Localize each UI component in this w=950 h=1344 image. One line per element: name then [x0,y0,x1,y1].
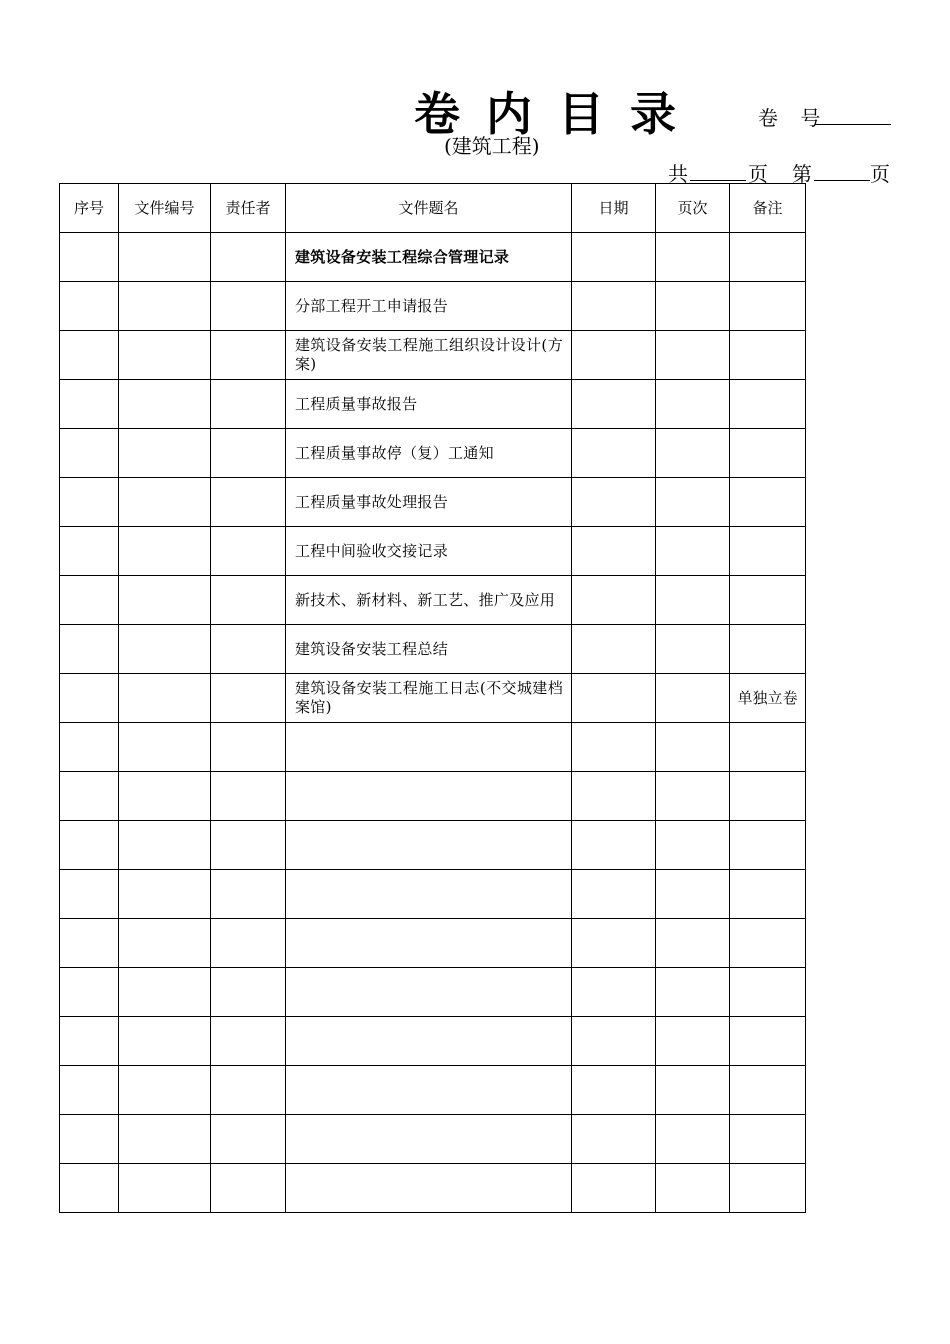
note-cell[interactable] [730,1017,806,1066]
index-cell[interactable] [60,380,119,429]
title-cell[interactable] [286,870,572,919]
responsible-cell[interactable] [211,772,286,821]
date-cell[interactable] [572,1066,656,1115]
page-cell[interactable] [656,772,730,821]
note-cell[interactable] [730,919,806,968]
date-cell[interactable] [572,723,656,772]
table-row [60,380,806,429]
title-cell[interactable] [286,723,572,772]
page-cell[interactable] [656,233,730,282]
responsible-cell[interactable] [211,870,286,919]
page-cell[interactable] [656,968,730,1017]
index-cell[interactable] [60,625,119,674]
table-row [60,478,806,527]
page-cell[interactable] [656,527,730,576]
title-cell[interactable]: 建筑设备安装工程施工组织设计设计(方案) [286,331,572,380]
date-cell[interactable] [572,233,656,282]
file-number-cell[interactable] [119,1066,211,1115]
table-row [60,870,806,919]
table-row [60,821,806,870]
note-cell[interactable] [730,282,806,331]
title-cell[interactable]: 新技术、新材料、新工艺、推广及应用 [286,576,572,625]
index-cell[interactable] [60,968,119,1017]
responsible-cell[interactable] [211,1066,286,1115]
col-header-file-title: 文件题名 [286,184,572,233]
file-number-cell[interactable] [119,723,211,772]
date-cell[interactable] [572,821,656,870]
index-cell[interactable] [60,1115,119,1164]
index-cell[interactable] [60,1066,119,1115]
index-cell[interactable] [60,1164,119,1213]
index-cell[interactable] [60,772,119,821]
table-row [60,331,806,380]
title-cell[interactable] [286,1066,572,1115]
index-cell[interactable] [60,527,119,576]
col-header-index: 序号 [60,184,119,233]
date-cell[interactable] [572,527,656,576]
table-row [60,576,806,625]
col-header-note: 备注 [730,184,806,233]
responsible-cell[interactable] [211,674,286,723]
note-cell[interactable] [730,1164,806,1213]
volume-number-field[interactable] [815,124,891,125]
total-pages-field[interactable] [690,180,746,181]
table-row [60,674,806,723]
table-row [60,282,806,331]
table-row [60,527,806,576]
page-label-1: 页 [748,162,768,186]
index-cell[interactable] [60,233,119,282]
note-cell[interactable] [730,821,806,870]
responsible-cell[interactable] [211,331,286,380]
page-cell[interactable] [656,380,730,429]
file-number-cell[interactable] [119,1017,211,1066]
title-cell[interactable] [286,1164,572,1213]
note-cell[interactable] [730,429,806,478]
index-cell[interactable] [60,429,119,478]
responsible-cell[interactable] [211,380,286,429]
responsible-cell[interactable] [211,821,286,870]
note-cell[interactable] [730,625,806,674]
note-cell[interactable] [730,576,806,625]
index-cell[interactable] [60,282,119,331]
title-cell[interactable] [286,1115,572,1164]
page-number-field[interactable] [814,180,870,181]
file-number-cell[interactable] [119,625,211,674]
file-number-cell[interactable] [119,233,211,282]
date-cell[interactable] [572,380,656,429]
responsible-cell[interactable] [211,625,286,674]
note-cell[interactable]: 单独立卷 [730,674,806,723]
table-row [60,233,806,282]
file-number-cell[interactable] [119,821,211,870]
index-cell[interactable] [60,674,119,723]
responsible-cell[interactable] [211,968,286,1017]
table-row [60,1115,806,1164]
page-cell[interactable] [656,1164,730,1213]
page-cell[interactable] [656,625,730,674]
title-cell[interactable]: 工程中间验收交接记录 [286,527,572,576]
note-cell[interactable] [730,233,806,282]
note-cell[interactable] [730,478,806,527]
table-row [60,429,806,478]
responsible-cell[interactable] [211,1115,286,1164]
responsible-cell[interactable] [211,233,286,282]
date-cell[interactable] [572,576,656,625]
date-cell[interactable] [572,870,656,919]
table-row [60,1017,806,1066]
page-cell[interactable] [656,674,730,723]
date-cell[interactable] [572,674,656,723]
table-row [60,625,806,674]
title-cell[interactable] [286,1017,572,1066]
file-number-cell[interactable] [119,576,211,625]
table-row [60,919,806,968]
title-cell[interactable]: 工程质量事故处理报告 [286,478,572,527]
page-cell[interactable] [656,1115,730,1164]
table-row [60,1164,806,1213]
table-header-row [60,184,806,233]
note-cell[interactable] [730,331,806,380]
file-number-cell[interactable] [119,527,211,576]
page-cell[interactable] [656,478,730,527]
note-cell[interactable] [730,870,806,919]
title-cell[interactable]: 建筑设备安装工程施工日志(不交城建档案馆) [286,674,572,723]
responsible-cell[interactable] [211,478,286,527]
note-cell[interactable] [730,380,806,429]
responsible-cell[interactable] [211,1017,286,1066]
nth-label: 第 [792,162,812,186]
date-cell[interactable] [572,478,656,527]
total-label: 共 [668,162,688,186]
page-cell[interactable] [656,870,730,919]
file-number-cell[interactable] [119,772,211,821]
date-cell[interactable] [572,968,656,1017]
date-cell[interactable] [572,331,656,380]
volume-number-label: 卷 号 [758,106,829,130]
responsible-cell[interactable] [211,527,286,576]
table-row [60,723,806,772]
page-cell[interactable] [656,282,730,331]
page-cell[interactable] [656,821,730,870]
file-number-cell[interactable] [119,282,211,331]
col-header-file-number: 文件编号 [119,184,211,233]
page-cell[interactable] [656,576,730,625]
toc-table [59,183,806,1213]
title-cell[interactable]: 建筑设备安装工程综合管理记录 [286,233,572,282]
col-header-date: 日期 [572,184,656,233]
title-cell[interactable] [286,968,572,1017]
responsible-cell[interactable] [211,1164,286,1213]
date-cell[interactable] [572,919,656,968]
col-header-responsible: 责任者 [211,184,286,233]
index-cell[interactable] [60,478,119,527]
page-cell[interactable] [656,919,730,968]
responsible-cell[interactable] [211,723,286,772]
file-number-cell[interactable] [119,1115,211,1164]
title-cell[interactable] [286,821,572,870]
table-row [60,1066,806,1115]
file-number-cell[interactable] [119,380,211,429]
file-number-cell[interactable] [119,429,211,478]
index-cell[interactable] [60,821,119,870]
note-cell[interactable] [730,1115,806,1164]
title-cell[interactable]: 分部工程开工申请报告 [286,282,572,331]
index-cell[interactable] [60,723,119,772]
date-cell[interactable] [572,772,656,821]
col-header-page: 页次 [656,184,730,233]
note-cell[interactable] [730,723,806,772]
page-cell[interactable] [656,429,730,478]
index-cell[interactable] [60,331,119,380]
responsible-cell[interactable] [211,429,286,478]
responsible-cell[interactable] [211,919,286,968]
index-cell[interactable] [60,919,119,968]
date-cell[interactable] [572,1017,656,1066]
note-cell[interactable] [730,527,806,576]
date-cell[interactable] [572,429,656,478]
date-cell[interactable] [572,282,656,331]
table-row [60,772,806,821]
page-cell[interactable] [656,331,730,380]
page-subtitle: (建筑工程) [444,134,540,158]
page-title: 卷内目录 [414,87,702,141]
table-row [60,968,806,1017]
index-cell[interactable] [60,1017,119,1066]
file-number-cell[interactable] [119,331,211,380]
title-cell[interactable] [286,772,572,821]
responsible-cell[interactable] [211,576,286,625]
page-label-2: 页 [870,162,890,186]
file-number-cell[interactable] [119,478,211,527]
title-cell[interactable]: 工程质量事故报告 [286,380,572,429]
file-number-cell[interactable] [119,919,211,968]
index-cell[interactable] [60,576,119,625]
date-cell[interactable] [572,1164,656,1213]
note-cell[interactable] [730,968,806,1017]
date-cell[interactable] [572,625,656,674]
note-cell[interactable] [730,772,806,821]
date-cell[interactable] [572,1115,656,1164]
file-number-cell[interactable] [119,674,211,723]
page-cell[interactable] [656,1017,730,1066]
title-cell[interactable] [286,919,572,968]
page-cell[interactable] [656,723,730,772]
index-cell[interactable] [60,870,119,919]
file-number-cell[interactable] [119,1164,211,1213]
file-number-cell[interactable] [119,968,211,1017]
page-cell[interactable] [656,1066,730,1115]
responsible-cell[interactable] [211,282,286,331]
note-cell[interactable] [730,1066,806,1115]
title-cell[interactable]: 工程质量事故停（复）工通知 [286,429,572,478]
file-number-cell[interactable] [119,870,211,919]
title-cell[interactable]: 建筑设备安装工程总结 [286,625,572,674]
